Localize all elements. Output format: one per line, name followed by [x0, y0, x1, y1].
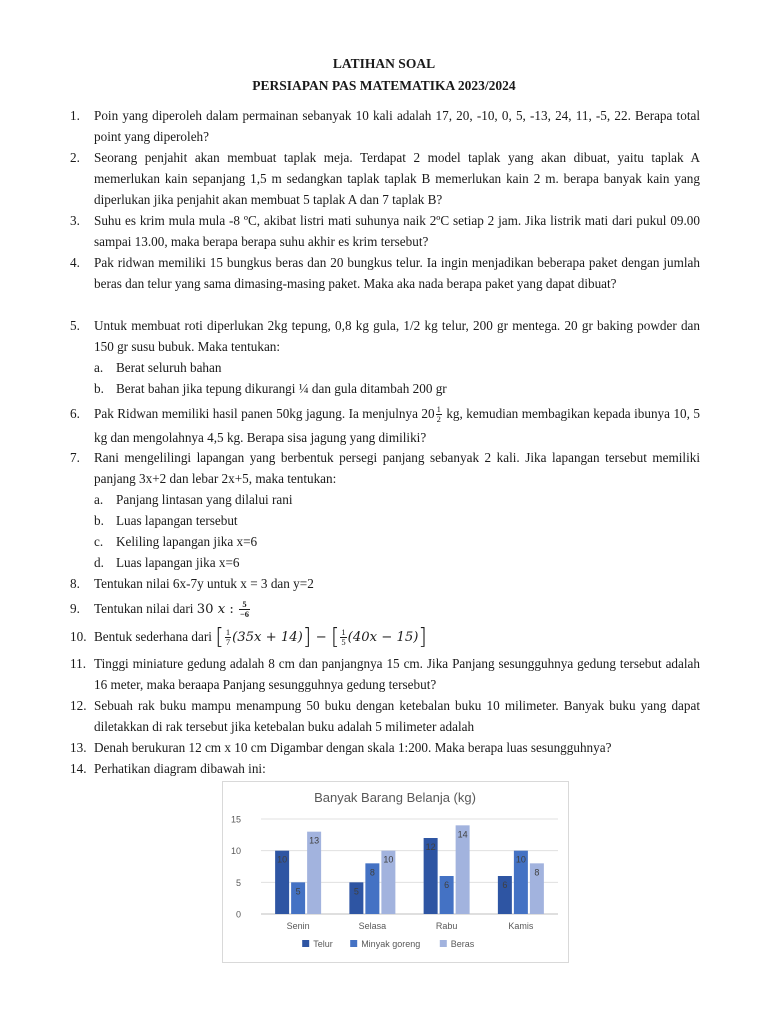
data-label: 6	[502, 880, 508, 890]
question-12	[70, 695, 700, 737]
question-7-part-d	[94, 552, 240, 573]
question-5	[70, 315, 700, 357]
data-label: 10	[383, 854, 394, 865]
question-number: 11.	[70, 656, 86, 671]
math-expression: (35x + 14)	[232, 630, 303, 645]
legend-label: Beras	[450, 939, 475, 949]
question-text-part: kg, kemudian membagikan kepada ibunya 10, 5 kg dan mengolahnya 4,5 kg. Berapa sisa jagung yang dimiliki?	[94, 406, 701, 445]
question-5-part-a	[94, 357, 221, 378]
question-text-part: Tentukan nilai dari	[94, 601, 197, 616]
question-number: 5.	[70, 318, 80, 333]
math-operator: −	[311, 630, 331, 645]
fraction-numerator: 1	[436, 404, 441, 415]
question-text: Seorang penjahit akan membuat taplak meja. Terdapat 2 model taplak yang akan dibuat, yaitu taplak A memerlukan kain sepanjang 1,5 m sedangkan taplak taplak B memerlukan kain 2 m. berapa banyak kain yang diperlukan jika penjahit akan membuat 5 taplak A dan 7 taplak B?	[94, 150, 700, 207]
y-tick-label: 10	[230, 846, 241, 857]
fraction-denominator: −6	[239, 609, 250, 620]
fraction	[436, 405, 442, 424]
question-text: Tinggi miniature gedung adalah 8 cm dan panjangnya 15 cm. Jika Panjang sesungguhnya gedung tersebut adalah 16 meter, maka beraapa Panjang sesungguhnya gedung tersebut?	[94, 656, 700, 692]
question-text: Denah berukuran 12 cm x 10 cm Digambar dengan skala 1:200. Maka berapa luas sesungguhnya?	[94, 740, 612, 755]
math-variable: x	[217, 602, 226, 617]
question-number: 14.	[70, 761, 87, 776]
y-tick-label: 5	[235, 877, 241, 888]
data-label: 5	[295, 886, 301, 897]
bar-chart	[222, 781, 569, 963]
question-10	[70, 624, 700, 651]
part-letter: a.	[94, 360, 104, 375]
fraction	[340, 628, 346, 647]
part-letter: d.	[94, 555, 104, 570]
question-2	[70, 147, 700, 210]
y-tick-label: 0	[235, 909, 241, 920]
part-text: Keliling lapangan jika x=6	[116, 534, 258, 549]
right-bracket: ]	[418, 624, 427, 650]
part-letter: a.	[94, 492, 104, 507]
y-tick-label: 15	[230, 814, 241, 825]
document-subtitle: PERSIAPAN PAS MATEMATIKA 2023/2024	[252, 78, 516, 93]
question-5-part-b	[94, 378, 447, 399]
category-label: Senin	[286, 921, 310, 931]
bar-chart-svg	[223, 782, 568, 962]
question-4	[70, 252, 700, 294]
question-text: Rani mengelilingi lapangan yang berbentuk persegi panjang sebanyak 2 kali. Jika lapangan tersebut memiliki panjang 3x+2 dan lebar 2x+5, maka tentukan:	[94, 450, 700, 486]
question-number: 2.	[70, 150, 80, 165]
data-label: 8	[534, 867, 540, 878]
data-label: 5	[353, 886, 359, 897]
data-label: 10	[277, 854, 288, 865]
legend-label: Minyak goreng	[361, 939, 421, 949]
question-number: 3.	[70, 213, 80, 228]
part-letter: b.	[94, 381, 104, 396]
question-text: Suhu es krim mula mula -8 ºC, akibat listri mati suhunya naik 2ºC setiap 2 jam. Jika listrik mati dari pukul 09.00 sampai 13.00, maka berapa berapa suhu akhir es krim tersebut?	[94, 213, 700, 249]
part-letter: c.	[94, 534, 104, 549]
question-number: 10.	[70, 629, 87, 644]
chart-title: Banyak Barang Belanja (kg)	[314, 790, 476, 805]
data-label: 6	[444, 880, 450, 890]
question-14	[70, 758, 700, 779]
question-8	[70, 573, 700, 594]
question-6	[70, 402, 700, 450]
question-7	[70, 447, 700, 489]
part-text: Berat seluruh bahan	[116, 360, 222, 375]
question-13	[70, 737, 700, 758]
data-label: 12	[425, 842, 436, 852]
question-number: 13.	[70, 740, 87, 755]
question-text: Poin yang diperoleh dalam permainan sebanyak 10 kali adalah 17, 20, -10, 0, 5, -13, 24, 11, -5, 22. Berapa total point yang diperoleh?	[94, 108, 700, 144]
fraction-numerator: 1	[341, 627, 346, 638]
question-text	[94, 624, 700, 651]
right-bracket: ]	[302, 624, 312, 650]
question-text-part: Bentuk sederhana dari	[94, 629, 216, 644]
legend-swatch	[440, 940, 447, 947]
math-operator: :	[225, 602, 238, 617]
question-number: 6.	[70, 406, 80, 421]
document-title: LATIHAN SOAL	[332, 56, 436, 71]
question-text	[94, 402, 700, 450]
fraction	[225, 628, 231, 647]
fraction-denominator: 2	[436, 414, 441, 425]
math-expression: (40x − 15)	[347, 630, 419, 645]
question-text: Perhatikan diagram dibawah ini:	[94, 761, 266, 776]
part-text: Luas lapangan tersebut	[116, 513, 238, 528]
category-label: Kamis	[508, 921, 534, 931]
question-1	[70, 105, 700, 147]
question-text: Untuk membuat roti diperlukan 2kg tepung, 0,8 kg gula, 1/2 kg telur, 200 gr mentega. 20 gr baking powder dan 150 gr susu bubuk. Maka tentukan:	[94, 318, 700, 354]
fraction-denominator: 5	[341, 637, 346, 648]
data-label: 14	[457, 829, 468, 840]
question-number: 4.	[70, 255, 80, 270]
question-11	[70, 653, 700, 695]
fraction-numerator: 1	[225, 627, 231, 638]
question-text: Pak ridwan memiliki 15 bungkus beras dan 20 bungkus telur. Ia ingin menjadikan beberapa paket dengan jumlah beras dan telur yang sama dimasing-masing paket. Maka aka nada berapa paket yang dapat dibuat?	[94, 255, 700, 291]
question-text-part: Pak Ridwan memiliki hasil panen 50kg jagung. Ia menjulnya 20	[94, 406, 435, 421]
question-9	[70, 597, 700, 622]
category-label: Rabu	[435, 921, 458, 931]
part-letter: b.	[94, 513, 104, 528]
fraction	[239, 600, 250, 619]
legend-label: Telur	[313, 939, 333, 949]
left-bracket: [	[330, 624, 340, 650]
math-number: 30	[196, 602, 218, 617]
data-label: 13	[309, 835, 320, 846]
question-text	[94, 597, 700, 622]
data-label: 8	[369, 867, 375, 878]
legend-swatch	[302, 940, 309, 947]
question-7-part-a	[94, 489, 293, 510]
question-number: 1.	[70, 108, 80, 123]
question-7-part-c	[94, 531, 257, 552]
question-text: Sebuah rak buku mampu menampung 50 buku dengan ketebalan buku 10 milimeter. Banyak buku yang dapat diletakkan di rak tersebut jika ketebalan buku adalah 5 milimeter adalah	[94, 698, 700, 734]
category-label: Selasa	[358, 921, 387, 931]
question-number: 9.	[70, 601, 80, 616]
question-3	[70, 210, 700, 252]
question-number: 8.	[70, 576, 80, 591]
question-7-part-b	[94, 510, 238, 531]
question-number: 7.	[70, 450, 80, 465]
legend-swatch	[350, 940, 357, 947]
fraction-denominator: 7	[225, 637, 231, 648]
question-text: Tentukan nilai 6x-7y untuk x = 3 dan y=2	[94, 576, 314, 591]
part-text: Panjang lintasan yang dilalui rani	[116, 492, 293, 507]
part-text: Luas lapangan jika x=6	[116, 555, 240, 570]
left-bracket: [	[215, 624, 224, 650]
data-label: 10	[515, 854, 526, 865]
fraction-numerator: 5	[239, 600, 250, 610]
part-text: Berat bahan jika tepung dikurangi ¼ dan gula ditambah 200 gr	[116, 381, 447, 396]
question-number: 12.	[70, 698, 87, 713]
